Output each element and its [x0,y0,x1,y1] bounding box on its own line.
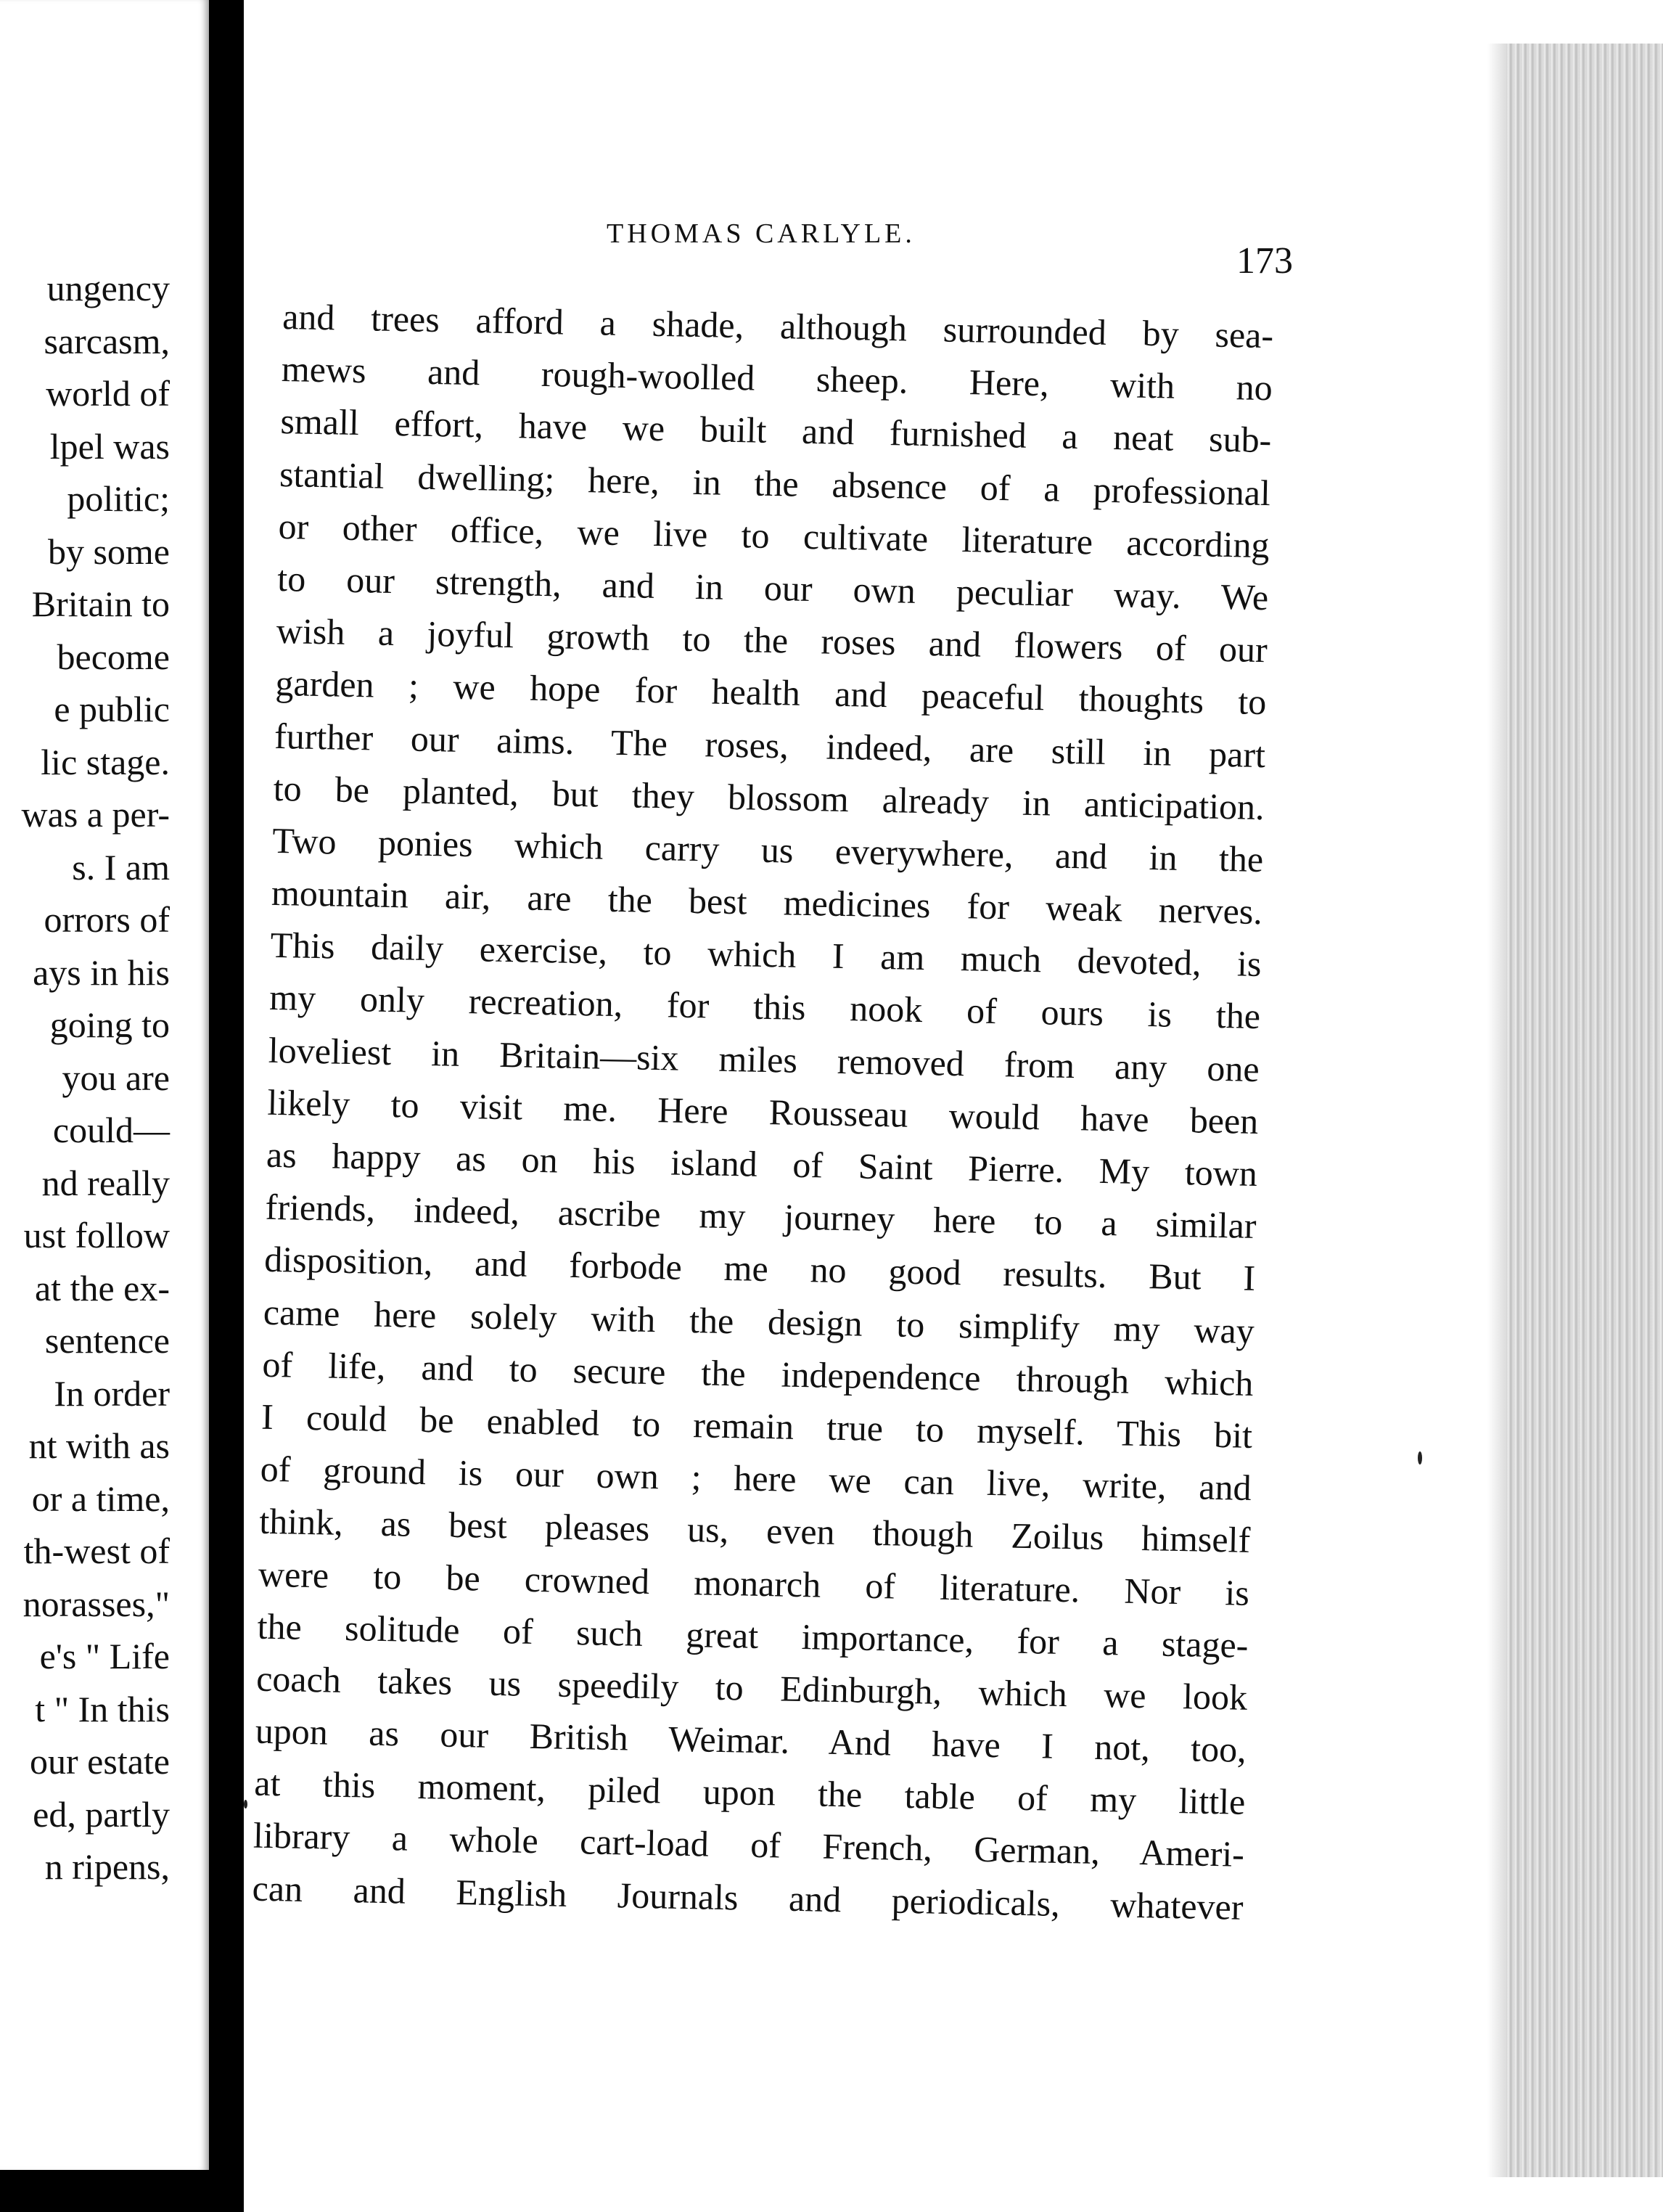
text-line: loveliest in Britain—six miles removed from any one [268,1029,1260,1089]
text-line: mountain air, are the best medicines for weak nerves. [271,872,1263,933]
left-page-line: e public [54,689,170,729]
left-page-line: In order [54,1372,170,1414]
left-page-line: or a time, [31,1478,170,1519]
left-page-line: politic; [67,478,170,519]
text-line: coach takes us speedily to Edinburgh, which we look [255,1658,1248,1718]
text-line: Two ponies which carry us everywhere, and in the [271,819,1264,880]
left-page-line: t " In this [35,1688,170,1729]
text-line: mews and rough-woolled sheep. Here, with no [281,348,1273,409]
left-page-line: ays in his [33,951,170,993]
text-line: and trees afford a shade, although surrounded by sea- [282,295,1274,356]
text-line: came here solely with the design to simplify my way [263,1291,1255,1351]
left-page-line: nd really [41,1162,170,1203]
text-line: garden ; we hope for health and peaceful thoughts to [275,663,1267,723]
left-page-line: n ripens, [44,1846,170,1887]
left-page-line: ed, partly [33,1793,170,1835]
text-line: my only recreation, for this nook of ours is the [268,977,1261,1037]
left-page-line: s. I am [72,846,170,888]
body-text [252,290,1274,1933]
left-page-line: sentence [44,1320,170,1361]
left-page-line: by some [47,531,170,572]
left-page-line: e's " Life [39,1636,170,1676]
left-page-line: th-west of [23,1531,170,1571]
ink-speck [1418,1451,1422,1465]
text-line: can and English Journals and periodicals, whatever [252,1867,1244,1928]
left-page-line: sarcasm, [44,320,170,361]
text-line: were to be crowned monarch of literature. Nor is [258,1553,1250,1613]
left-page-line: norasses," [22,1583,170,1624]
left-facing-page [0,0,209,2170]
text-line: disposition, and forbode me no good results. But I [263,1239,1256,1299]
running-head: THOMAS CARLYLE. [607,218,916,249]
left-page-line: lpel was [49,425,170,467]
text-line: This daily exercise, to which I am much devoted, is [270,925,1262,985]
text-line: library a whole cart-load of French, German, Ameri- [252,1815,1245,1875]
book-gutter [209,0,244,2212]
left-page-line: ungency [46,268,170,308]
left-page-line: become [57,636,170,677]
left-page-line: nt with as [28,1425,170,1466]
text-line: or other office, we live to cultivate literature according [278,505,1270,565]
ink-speck [244,1800,247,1808]
page-number: 173 [1236,240,1293,282]
text-line: wish a joyful growth to the roses and flowers of our [276,610,1268,671]
text-line: I could be enabled to remain true to myself. This bit [260,1396,1253,1456]
text-line: small effort, have we built and furnished a neat sub- [279,401,1272,461]
text-line: further our aims. The roses, indeed, are still in part [274,715,1266,775]
left-page-line: orrors of [44,899,170,940]
text-line: to be planted, but they blossom already in anticipation. [273,767,1265,827]
text-line: of life, and to secure the independence through which [262,1343,1254,1404]
text-line: think, as best pleases us, even though Zoilus himself [258,1501,1251,1561]
text-line: to our strength, and in our own peculiar way. We [276,557,1269,618]
left-page-line: lic stage. [41,741,170,782]
left-page-line: was a per- [21,794,170,835]
left-page-line: ust follow [23,1215,170,1255]
left-page-line: world of [46,373,170,414]
left-page-line: going to [49,1004,170,1045]
left-page-line: our estate [30,1741,170,1782]
left-page-line: at the ex- [34,1267,170,1308]
text-line: upon as our British Weimar. And have I not, too, [255,1710,1247,1770]
left-page-line: you are [62,1057,170,1098]
left-page-line: could— [52,1110,170,1150]
right-page [244,0,1663,2212]
text-line: friends, indeed, ascribe my journey here to a similar [265,1186,1257,1247]
text-line: as happy as on his island of Saint Pierre. My town [266,1134,1258,1194]
page-edge-shadow [1487,44,1506,2177]
text-line: at this moment, piled upon the table of my little [253,1762,1246,1823]
text-line: stantial dwelling; here, in the absence of a professional [279,453,1271,513]
page-stack-edge [1506,44,1663,2177]
text-line: of ground is our own ; here we can live, write, and [260,1448,1252,1509]
text-line: the solitude of such great importance, for a stage- [257,1605,1249,1666]
left-page-line: Britain to [31,583,170,624]
text-line: likely to visit me. Here Rousseau would have been [266,1081,1259,1142]
